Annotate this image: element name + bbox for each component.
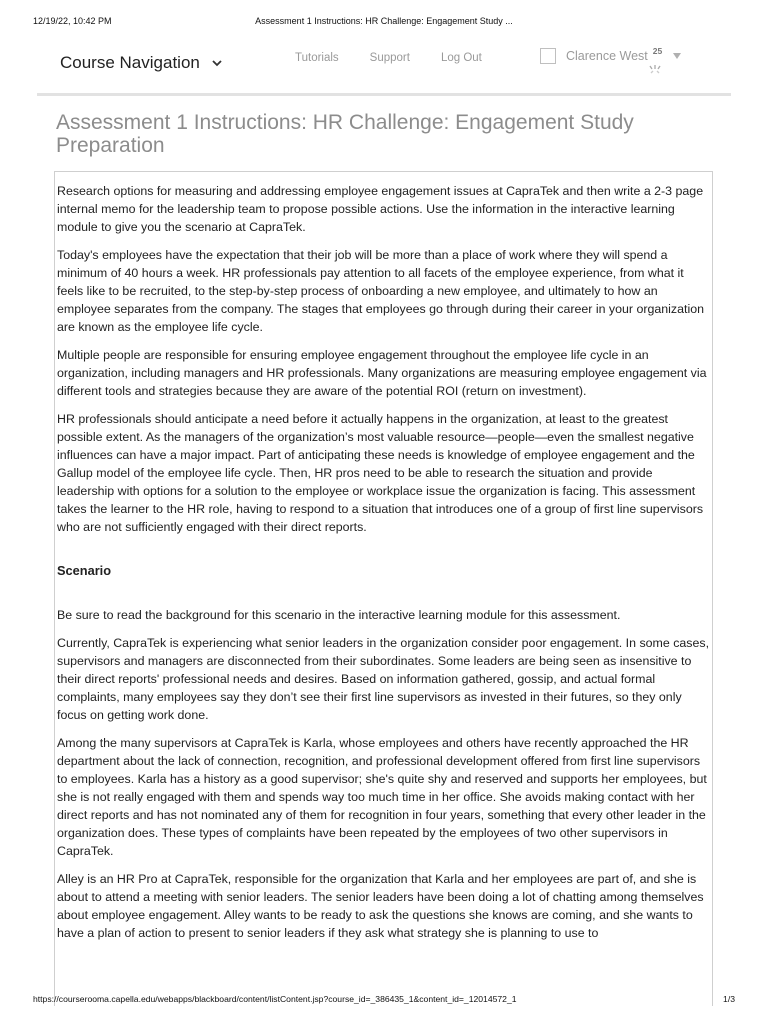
paragraph: Multiple people are responsible for ensuring employee engagement throughout the employee life cycle in an organization, including managers and HR professionals. Many organizations are measuring employee engagement via different tools and strategies because they are aware of the potential ROI (return on investment). — [57, 348, 707, 398]
chevron-down-icon — [211, 57, 223, 69]
support-link[interactable]: Support — [369, 52, 410, 64]
user-name: Clarence West — [566, 49, 648, 63]
top-navigation-bar — [0, 40, 768, 92]
paragraph: HR professionals should anticipate a need before it actually happens in the organization, at least to the greatest possible extent. As the managers of the organization’s most valuable resource—people—even the smallest negative influences can have a major impact. Part of anticipating these needs is knowledge of employee engagement and the Gallup model of the employee life cycle. Then, HR pros need to be able to research the situation and provide leadership with options for a solution to the employee or workplace issue the organization is facing. This assessment takes the learner to the HR role, having to respond to a situation that introduces one of a group of first line supervisors who are not sufficiently engaged with their direct reports. — [57, 412, 704, 534]
paragraph: Alley is an HR Pro at CapraTek, responsible for the organization that Karla and her employees are part of, and she is about to attend a meeting with senior leaders. The senior leaders have been doing a lot of chatting among themselves about employee engagement. Alley wants to be ready to ask the questions she knows are coming, and she wants to have a plan of action to present to senior leaders if they ask what strategy she is planning to use to — [57, 872, 704, 940]
notification-badge: 25 — [652, 46, 663, 56]
intro-paragraph: Research options for measuring and addressing employee engagement issues at CapraTek and then write a 2-3 page internal memo for the leadership team to propose possible actions. Use the information in the interactive learning module to give you the scenario at CapraTek. — [57, 184, 704, 234]
user-avatar-placeholder — [540, 48, 556, 64]
print-page-number: 1/3 — [723, 994, 735, 1004]
assessment-instructions-content — [54, 171, 713, 1006]
print-url: https://courserooma.capella.edu/webapps/blackboard/content/listContent.jsp?course_id=_386435_1&content_id=_12014572_1 — [33, 994, 517, 1004]
paragraph: Currently, CapraTek is experiencing what senior leaders in the organization consider poor engagement. In some cases, supervisors and managers are disconnected from their subordinates. Some leaders are being seen as insensitive to their direct reports' professional needs and desires. Based on information gathered, gossip, and actual formal complaints, many employees say they don’t see their first line supervisors as invested in their futures, so they only focus on getting work done. — [57, 636, 710, 722]
course-navigation-label: Course Navigation — [60, 53, 200, 72]
paragraph: Be sure to read the background for this scenario in the interactive learning module for this assessment. — [57, 608, 621, 622]
print-footer — [33, 994, 735, 1008]
header-links — [295, 52, 513, 64]
print-header — [33, 16, 735, 30]
paragraph: Among the many supervisors at CapraTek is Karla, whose employees and others have recently approached the HR department about the lack of connection, recognition, and professional development offered from first line supervisors to employees. Karla has a history as a good supervisor; she's quite shy and reserved and supports her employees, but she is not really engaged with them and spends way too much time in her office. She avoids making contact with her direct reports and has not nominated any of them for recognition in four years, something that every other leader in the organization does. These types of complaints have been repeated by the employees of two other supervisors in CapraTek. — [57, 736, 707, 858]
paragraph: Today's employees have the expectation that their job will be more than a place of work where they will spend a minimum of 40 hours a week. HR professionals pay attention to all facets of the employee experience, from what it feels like to be recruited, to the step-by-step process of onboarding a new employee, and ultimately to how an employee separates from the company. The stages that employees go through during their career in your organization are known as the employee life cycle. — [57, 248, 704, 334]
user-menu[interactable] — [540, 48, 682, 64]
print-datetime: 12/19/22, 10:42 PM — [33, 16, 112, 26]
caret-down-icon — [672, 52, 682, 60]
log-out-link[interactable]: Log Out — [440, 52, 482, 64]
print-document-title: Assessment 1 Instructions: HR Challenge: Engagement Study ... — [255, 16, 513, 26]
course-navigation-dropdown[interactable] — [60, 53, 223, 73]
tutorials-link[interactable]: Tutorials — [295, 52, 339, 64]
page-title: Assessment 1 Instructions: HR Challenge: Engagement Study Preparation — [56, 111, 634, 157]
header-divider — [37, 93, 731, 96]
loading-spinner-icon — [648, 64, 662, 74]
scenario-heading: Scenario — [57, 563, 112, 578]
